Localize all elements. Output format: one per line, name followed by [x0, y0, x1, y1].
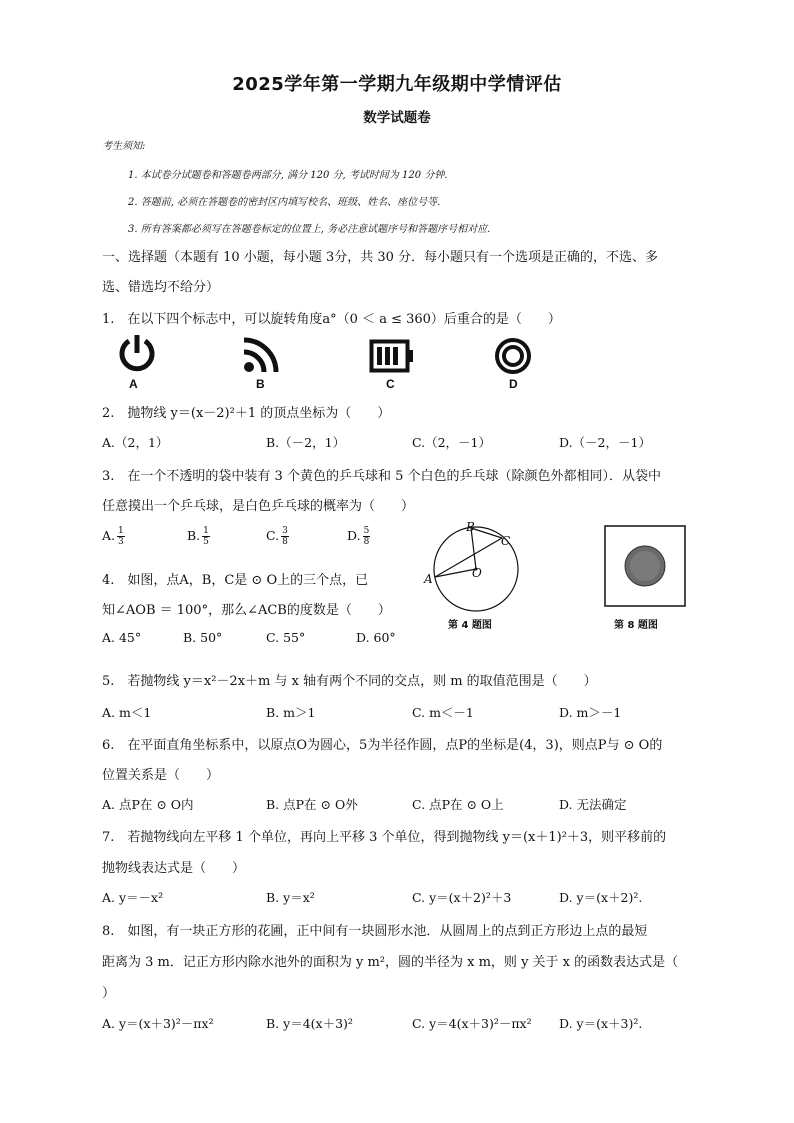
question-1-label-d: D [509, 377, 518, 391]
question-5-option-a: A. m＜1 [102, 705, 152, 720]
question-8-line1: 8. 如图，有一块正方形的花圃，正中间有一块圆形水池．从圆周上的点到正方形边上点的最短 [102, 924, 648, 939]
question-2-option-c: C.（2，－1） [412, 435, 491, 450]
question-6-line1: 6. 在平面直角坐标系中，以原点O为圆心，5为半径作圆，点P的坐标是(4，3)，则点P与 ⊙ O的 [102, 738, 663, 753]
question-4-line1: 4. 如图，点A，B，C是 ⊙ O上的三个点，已 [102, 573, 369, 588]
question-3-line2: 任意摸出一个乒乓球，是白色乒乓球的概率为（ ） [102, 499, 415, 514]
question-8-line3: ） [102, 986, 116, 1001]
question-8-line2: 距离为 3 m．记正方形内除水池外的面积为 y m²，圆的半径为 x m，则 y 关于 x 的函数表达式是（ [102, 955, 679, 970]
question-1-label-a: A [129, 377, 138, 391]
notice-item-3: 3. 所有答案都必须写在答题卷标定的位置上, 务必注意试题序号和答题序号相对应. [128, 224, 491, 235]
question-8-option-c: C. y＝4(x＋3)²－πx² [412, 1016, 532, 1031]
figure-label-c: C [501, 534, 511, 548]
question-2-option-d: D.（－2，－1） [559, 435, 651, 450]
question-6-option-a: A. 点P在 ⊙ O内 [102, 797, 194, 812]
question-6-option-d: D. 无法确定 [559, 797, 627, 812]
question-7-option-d: D. y＝(x＋2)². [559, 890, 643, 905]
square-pool-figure [604, 525, 686, 607]
question-7-option-c: C. y＝(x＋2)²＋3 [412, 890, 512, 905]
question-4-option-c: C. 55° [266, 630, 306, 645]
question-8-option-d: D. y＝(x＋3)². [559, 1016, 643, 1031]
page-title: 2025学年第一学期九年级期中学情评估 [232, 74, 562, 95]
question-8-option-b: B. y＝4(x＋3)² [266, 1016, 353, 1031]
question-1-text: 1. 在以下四个标志中，可以旋转角度a°（0 ＜ a ≤ 360）后重合的是（ ） [102, 312, 561, 327]
question-7-line2: 抛物线表达式是（ ） [102, 861, 246, 876]
question-3-option-c: C. $\frac{3}{8}$ [266, 526, 288, 547]
figure-label-b: B [466, 520, 475, 534]
question-5-text: 5. 若抛物线 y＝x²－2x＋m 与 x 轴有两个不同的交点，则 m 的取值范围是（ ） [102, 674, 597, 689]
notice-item-2: 2. 答题前, 必须在答题卷的密封区内填写校名、班级、姓名、座位号等. [128, 197, 441, 208]
battery-icon [369, 339, 415, 373]
notice-item-1: 1. 本试卷分试题卷和答题卷两部分, 满分 120 分, 考试时间为 120 分钟. [128, 170, 448, 181]
section-heading-line2: 选、错选均不给分） [102, 280, 220, 295]
question-1-label-c: C [386, 377, 395, 391]
figure-label-a: A [424, 572, 433, 586]
question-7-line1: 7. 若抛物线向左平移 1 个单位，再向上平移 3 个单位，得到抛物线 y＝(x＋1)²＋3，则平移前的 [102, 830, 667, 845]
question-2-text: 2. 抛物线 y＝(x－2)²＋1 的顶点坐标为（ ） [102, 406, 391, 421]
question-2-option-b: B.（－2，1） [266, 435, 346, 450]
question-4-line2: 知∠AOB ＝ 100°，那么∠ACB的度数是（ ） [102, 603, 391, 618]
rss-icon [242, 336, 282, 374]
paper-subtitle: 数学试题卷 [363, 110, 431, 126]
question-4-option-d: D. 60° [356, 630, 396, 645]
question-4-option-a: A. 45° [102, 630, 142, 645]
question-1-label-b: B [256, 377, 265, 391]
question-6-option-b: B. 点P在 ⊙ O外 [266, 797, 358, 812]
question-4-option-b: B. 50° [183, 630, 223, 645]
notice-heading: 考生须知: [102, 141, 146, 152]
question-3-option-b: B. $\frac{1}{5}$ [187, 526, 209, 547]
figure-4-caption: 第 4 题图 [448, 620, 492, 631]
question-3-option-a: A. $\frac{1}{3}$ [102, 526, 124, 547]
figure-8-caption: 第 8 题图 [614, 620, 658, 631]
section-heading-line1: 一、选择题（本题有 10 小题，每小题 3分，共 30 分．每小题只有一个选项是正确的，不选、多 [102, 250, 659, 265]
question-7-option-b: B. y＝x² [266, 890, 315, 905]
question-8-option-a: A. y＝(x＋3)²－πx² [102, 1016, 214, 1031]
question-5-option-d: D. m＞－1 [559, 705, 622, 720]
question-7-option-a: A. y＝－x² [102, 890, 164, 905]
question-6-line2: 位置关系是（ ） [102, 768, 220, 783]
question-2-option-a: A.（2，1） [102, 435, 169, 450]
question-3-line1: 3. 在一个不透明的袋中装有 3 个黄色的乒乓球和 5 个白色的乒乓球（除颜色外都相同）．从袋中 [102, 469, 661, 484]
question-6-option-c: C. 点P在 ⊙ O上 [412, 797, 504, 812]
question-5-option-c: C. m＜－1 [412, 705, 474, 720]
question-5-option-b: B. m＞1 [266, 705, 316, 720]
figure-label-o: O [472, 566, 482, 580]
target-icon [494, 337, 532, 375]
power-icon [116, 332, 158, 374]
question-3-option-d: D. $\frac{5}{8}$ [347, 526, 370, 547]
